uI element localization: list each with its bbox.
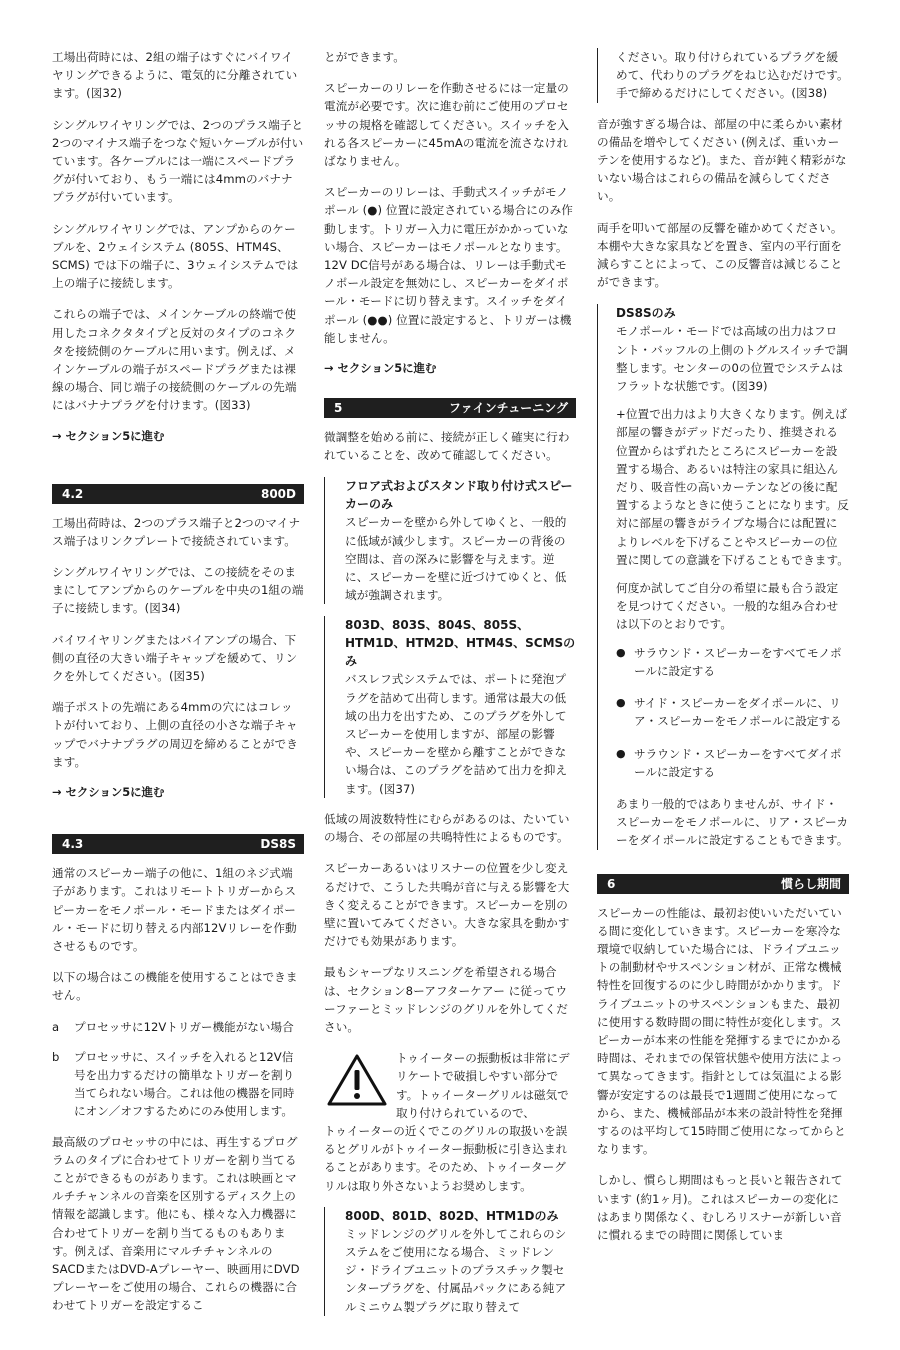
bullet-icon: ● <box>616 746 626 760</box>
section-header-6 <box>597 874 849 894</box>
note-heading: フロア式およびスタンド取り付け式スピーカーのみ <box>345 479 573 512</box>
note-text: +位置で出力はより大きくなります。例えば部屋の響きがデッドだったり、推奨される位置からはずれたところにスピーカーを設置する場合、あるいは特注の家具に組込んだり、吸音性の高いカーテンなどの後に配置するようなときに使うことになります。反対に部屋の響きがライブな場合には配置によりレベルを下げることやスピーカーの位置に関しての意識を下げることもできます。 <box>616 407 849 567</box>
paragraph: シングルワイヤリングでは、アンプからのケーブルを、2ウェイシステム (805S、HTM4S、SCMS) では下の端子に、3ウェイシステムでは上の端子に接続します。 <box>52 221 299 291</box>
note-box-floor-stand <box>324 477 576 604</box>
bullet-text: サラウンド・スピーカーをすべてダイポールに設定する <box>634 746 842 779</box>
note-box-midrange <box>324 1207 576 1316</box>
paragraph: とができます。 <box>324 50 405 64</box>
paragraph: しかし、慣らし期間はもっと長いと報告されています (約1ヶ月)。これはスピーカーの変化にはあまり関係なく、むしろリスナーが新しい音に慣れるまでの時間に関係していま <box>597 1173 843 1242</box>
paragraph: 最高級のプロセッサの中には、再生するプログラムのタイプに合わせてトリガーを割り当てることができるものがあります。これは映画とマルチチャンネルの音楽を区別するディスク上の情報を認識します。他にも、様々な入力機器に合わせてトリガーを割り当てるものもあります。例えば、音楽用にマルチチャンネルのSACDまたはDVD-Aプレーヤー、映画用にDVDプレーヤーをご使用の場合、これらの機器に合わせてトリガーを設定するこ <box>52 1134 300 1313</box>
note-box-bass-reflex <box>324 616 576 797</box>
warning-block <box>324 1049 576 1195</box>
list-marker: b <box>52 1049 60 1064</box>
bullet-item <box>616 694 849 730</box>
note-heading: 803D、803S、804S、805S、HTM1D、HTM2D、HTM4S、SCMSのみ <box>345 618 576 669</box>
paragraph: 最もシャープなリスニングを希望される場合は、セクション8ーアフターケアー に従ってウーファーとミッドレンジのグリルを外してください。 <box>324 965 568 1034</box>
paragraph: スピーカーのリレーを作動させるには一定量の電流が必要です。次に進む前にご使用のプロセッサの規格を確認してください。スイッチを入れる各スピーカーに45mAの電流を流さなければなりません。 <box>324 81 570 169</box>
list-text: プロセッサに12Vトリガー機能がない場合 <box>74 1019 294 1034</box>
note-box-continued <box>597 48 849 103</box>
paragraph: シングルワイヤリングでは、2つのプラス端子と2つのマイナス端子をつなぐ短いケーブルが付いています。各ケーブルには一端にスペードプラグが付いており、もう一端には4mmのバナナプラグが付いています。 <box>52 117 304 205</box>
section-header-4-3 <box>52 834 304 854</box>
note-text: あまり一般的ではありませんが、サイド・スピーカーをモノポールに、リア・スピーカーをダイポールに設定することもできます。 <box>616 796 849 848</box>
section-header-5 <box>324 398 576 418</box>
bullet-text: サイド・スピーカーをダイポールに、リア・スピーカーをモノポールに設定する <box>634 696 842 729</box>
column-left <box>52 48 304 1328</box>
list-text: プロセッサに、スイッチを入れると12V信号を出力するだけの簡単なトリガーを割り当てられない場合。これは他の機器を同時にオン／オフするためにのみ使用します。 <box>74 1049 295 1119</box>
paragraph: 微調整を始める前に、接続が正しく確実に行われていることを、改めて確認してください。 <box>324 430 570 463</box>
paragraph: スピーカーのリレーは、手動式スイッチがモノポール (●) 位置に設定されている場合にのみ作動します。トリガー入力に電圧がかかっていない場合、スピーカーはモノポールとなります。12V DC信号がある場合は、リレーは手動式モノポール設定を無効にし、スピーカーをダイポール・モードに切り替えます。スイッチをダイポール (●●) 位置に設定すると、トリガーは機能しません。 <box>324 185 573 345</box>
note-text: ミッドレンジのグリルを外してこれらのシステムをご使用になる場合、ミッドレンジ・ドライブユニットのプラスチック製センタープラグを、付属品パックにある純アルミニウム製プラグに取り替えて <box>345 1226 567 1314</box>
note-heading: DS8Sのみ <box>616 306 676 321</box>
paragraph: スピーカーの性能は、最初お使いいただいている間に変化していきます。スピーカーを寒冷な環境で収納していた場合には、ドライブユニットの制動材やサスペンション材が、正常な機械特性を回復するのに少し時間がかかります。ドライブユニットのサスペンションもまた、最初に使用する数時間の間に特性が変化します。スピーカーが本来の性能を発揮するまでにかかる時間は、それまでの保管状態や使用方法によって異なってきます。指針としては気温による影響が安定するのは最長で1週間ご使用になってから、また、機械部品が本来の設計特性を発揮するのは平均して15時間ご使用になってからとなります。 <box>597 905 846 1157</box>
section-number: 5 <box>334 401 343 416</box>
paragraph: シングルワイヤリングでは、この接続をそのままにしてアンプからのケーブルを中央の1組の端子に接続します。(図34) <box>52 565 304 616</box>
paragraph: これらの端子では、メインケーブルの終端で使用したコネクタタイプと反対のタイプのコネクタを接続側のケーブルに用います。例えば、メインケーブルの端子がスペードプラグまたは裸線の場合、同じ端子の接続側のケーブルの先端にはバナナプラグを付けます。(図33) <box>52 307 297 413</box>
section-number: 4.2 <box>62 486 84 501</box>
note-text: モノポール・モードでは高域の出力はフロント・バッフルの上側のトグルスイッチで調整します。センターの0の位置でシステムはフラットな状態です。(図39) <box>616 324 849 394</box>
column-right <box>597 48 849 1257</box>
paragraph: 以下の場合はこの機能を使用することはできません。 <box>52 970 298 1003</box>
bullet-item <box>616 644 849 680</box>
paragraph: 両手を叩いて部屋の反響を確かめてください。本棚や大きな家具などを置き、室内の平行面を減らすことによって、この反響音は減じることができます。 <box>597 220 843 290</box>
paragraph: 音が強すぎる場合は、部屋の中に柔らかい素材の備品を増やしてください (例えば、重いカーテンを使用するなど)。また、音が鈍く精彩がないない場合はこれらの備品を減らしてください。 <box>597 116 847 204</box>
note-text: 何度か試してご自分の希望に最も合う設定を見つけてください。一般的な組み合わせは以下のとおりです。 <box>616 581 839 632</box>
paragraph: 端子ポストの先端にある4mmの穴にはコレットが付いており、上側の直径の小さな端子キャップでバナナプラグの周辺を締めることができます。 <box>52 700 298 769</box>
paragraph: 低域の周波数特性にむらがあるのは、たいていの場合、その部屋の共鳴特性によるものです。 <box>324 811 570 845</box>
list-item <box>52 1018 304 1036</box>
bullet-item <box>616 745 849 781</box>
column-middle <box>324 48 576 1328</box>
note-text: ください。取り付けられているプラグを緩めて、代わりのプラグをねじ込むだけです。手で締めるだけにしてください。(図38) <box>616 50 849 101</box>
paragraph: バイワイヤリングまたはバイアンプの場合、下側の直径の大きい端子キャップを緩めて、リンクを外してください。(図35) <box>52 632 298 684</box>
section-title: 800D <box>260 486 296 501</box>
section-number: 4.3 <box>62 837 84 852</box>
note-text: スピーカーを壁から外してゆくと、一般的に低域が減少します。スピーカーの背後の空間は、音の深みに影響を与えます。逆に、スピーカーを壁に近づけてゆくと、低域が強調されます。 <box>345 515 567 603</box>
section-title: 慣らし期間 <box>780 876 841 891</box>
bullet-text: サラウンド・スピーカーをすべてモノポールに設定する <box>634 645 842 678</box>
goto-section-5-link[interactable]: → セクション5に進む <box>52 428 165 443</box>
paragraph: 通常のスピーカー端子の他に、1組のネジ式端子があります。これはリモートトリガーからスピーカーをモノポール・モードまたはダイポール・モードに切り替える内部12Vリレーを作動させるものです。 <box>52 866 297 953</box>
warning-text-tail: トゥイーターの近くでこのグリルの取扱いを誤るとグリルがトゥイーター振動板に引き込まれることがあります。そのため、トゥイーターグリルは取り外さないようお奨めします。 <box>324 1123 568 1193</box>
warning-triangle-icon <box>326 1053 388 1107</box>
note-box-ds8s <box>597 304 849 849</box>
paragraph: 工場出荷時は、2つのプラス端子と2つのマイナス端子はリンクプレートで接続されています。 <box>52 515 301 548</box>
section-header-4-2 <box>52 484 304 504</box>
goto-section-5-link[interactable]: → セクション5に進む <box>52 785 165 800</box>
list-marker: a <box>52 1019 60 1034</box>
goto-section-5-link[interactable]: → セクション5に進む <box>324 361 437 376</box>
note-text: バスレフ式システムでは、ポートに発泡プラグを詰めて出荷します。通常は最大の低域の出力を出すため、このプラグを外してスピーカーを使用しますが、部屋の影響や、スピーカーを壁から離すことができない場合は、このプラグを詰めて出力を抑えます。(図37) <box>345 672 568 796</box>
bullet-icon: ● <box>616 645 626 659</box>
warning-text-head: トゥイーターの振動板は非常にデリケートで破損しやすい部分です。トゥイーターグリルは磁気で取り付けられているので、 <box>396 1051 570 1120</box>
bullet-icon: ● <box>616 696 626 710</box>
section-title: DS8S <box>260 837 296 852</box>
paragraph: スピーカーあるいはリスナーの位置を少し変えるだけで、こうした共鳴が音に与える影響を大きく変えることができます。スピーカーを別の壁に置いてみてください。大きな家具を動かすだけでも効果があります。 <box>324 861 570 949</box>
list-item <box>52 1048 304 1121</box>
section-number: 6 <box>607 876 616 891</box>
section-title: ファインチューニング <box>448 401 568 416</box>
paragraph: 工場出荷時には、2組の端子はすぐにバイワイヤリングできるように、電気的に分離されています。(図32) <box>52 50 298 101</box>
note-heading: 800D、801D、802D、HTM1Dのみ <box>345 1208 559 1223</box>
